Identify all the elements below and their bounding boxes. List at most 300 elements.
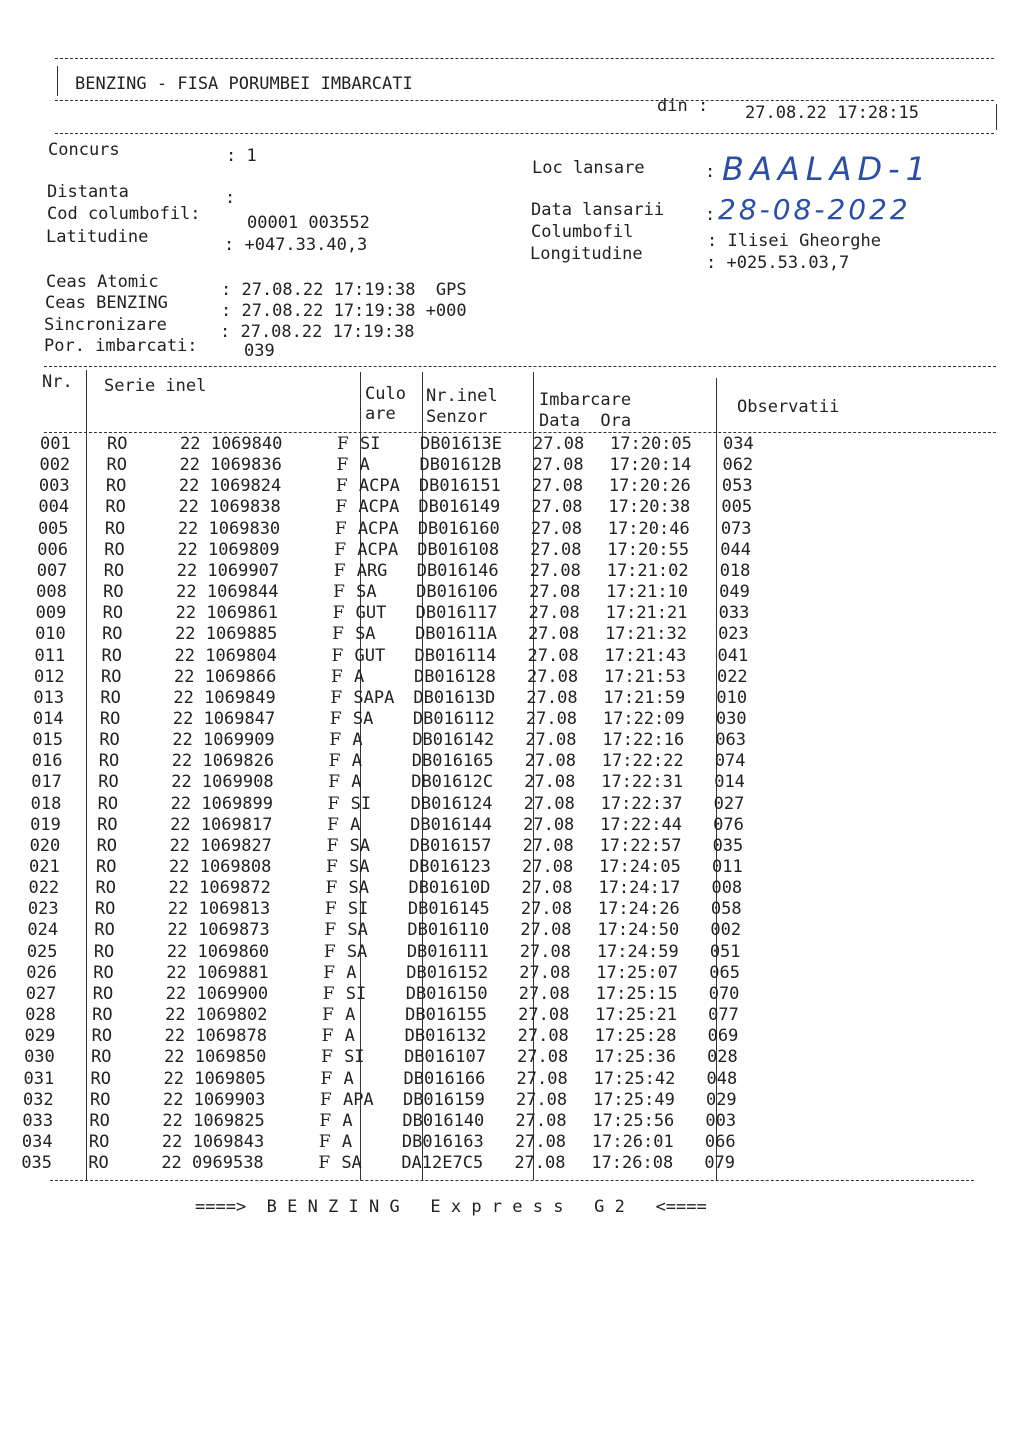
row-nr: 010 — [35, 624, 66, 645]
table-row — [30, 836, 990, 857]
row-country: RO — [91, 1047, 112, 1068]
row-country: RO — [92, 983, 114, 1004]
row-time: 17:24:59 — [596, 941, 679, 962]
row-color: SAPA — [353, 687, 395, 708]
row-observation: 029 — [705, 1089, 737, 1110]
latitudine-label: Latitudine — [46, 227, 149, 247]
title-left-edge — [57, 66, 58, 96]
row-observation: 023 — [718, 624, 749, 645]
row-country: RO — [96, 835, 118, 856]
row-color: SA — [356, 582, 377, 603]
row-country: RO — [104, 518, 126, 539]
row-time: 17:21:21 — [605, 603, 688, 624]
ceas-atomic-value: : 27.08.22 17:19:38 GPS — [221, 280, 467, 300]
row-country: RO — [100, 687, 121, 708]
row-color: SA — [346, 941, 368, 962]
row-nr: 002 — [39, 455, 71, 476]
row-country: RO — [90, 1068, 111, 1089]
table-row — [25, 1026, 985, 1047]
row-color: A — [343, 1068, 354, 1089]
row-observation: 073 — [720, 518, 752, 539]
row-date: 27.08 — [520, 899, 573, 920]
header-imbarcare-2: Data Ora — [539, 411, 632, 431]
row-sex: F — [334, 539, 347, 560]
cod-columbofil-label: Cod columbofil: — [47, 204, 201, 224]
table-row — [37, 561, 997, 582]
row-time: 17:24:50 — [597, 920, 680, 941]
table-top-border — [44, 366, 996, 367]
porumbei-imbarcati-value: 039 — [244, 341, 275, 361]
sincronizare-label: Sincronizare — [44, 315, 167, 335]
row-sensor: DB016142 — [412, 730, 495, 751]
row-date: 27.08 — [524, 751, 576, 772]
row-color: SI — [350, 793, 372, 814]
row-sensor: DB016117 — [415, 603, 498, 624]
row-ring: 22 0969538 — [161, 1153, 264, 1174]
row-sensor: DB016108 — [417, 539, 500, 560]
table-row — [36, 603, 996, 624]
table-row — [32, 730, 992, 751]
row-date: 27.08 — [531, 497, 583, 518]
row-ring: 22 1069900 — [165, 983, 269, 1004]
row-observation: 070 — [708, 983, 740, 1004]
row-color: SA — [352, 708, 374, 729]
table-row — [22, 1132, 982, 1153]
row-nr: 025 — [26, 941, 58, 962]
row-date: 27.08 — [525, 730, 577, 751]
row-country: RO — [96, 857, 117, 877]
row-color: SI — [360, 434, 381, 454]
row-sex: F — [333, 582, 345, 603]
row-ring: 22 1069909 — [172, 730, 275, 751]
row-country: RO — [105, 497, 126, 518]
row-country: RO — [93, 941, 115, 962]
ceas-benzing-label: Ceas BENZING — [45, 293, 168, 313]
table-row — [38, 519, 998, 540]
row-sensor: DB016160 — [417, 518, 500, 539]
row-observation: 018 — [719, 560, 751, 581]
row-sensor: DB01612B — [419, 455, 502, 476]
row-date: 27.08 — [525, 708, 578, 729]
row-country: RO — [92, 1005, 113, 1026]
row-nr: 024 — [27, 920, 59, 941]
row-sex: F — [326, 835, 339, 856]
row-date: 27.08 — [514, 1131, 567, 1152]
row-sensor: DB016150 — [405, 983, 488, 1004]
row-nr: 032 — [22, 1089, 54, 1110]
row-observation: 066 — [704, 1131, 736, 1152]
row-country: RO — [93, 962, 114, 983]
row-date: 27.08 — [527, 645, 579, 666]
header-culoare-2: are — [365, 404, 396, 424]
row-ring: 22 1069808 — [169, 857, 272, 877]
row-color: SI — [345, 983, 367, 1004]
row-country: RO — [99, 730, 120, 751]
table-row — [39, 455, 999, 476]
row-nr: 021 — [29, 857, 60, 877]
row-time: 17:26:01 — [591, 1131, 674, 1152]
row-time: 17:22:16 — [602, 730, 685, 751]
row-sensor: DB016163 — [401, 1131, 484, 1152]
data-lansarii-colon: : — [705, 205, 716, 225]
row-date: 27.08 — [524, 772, 576, 793]
loc-lansare-label: Loc lansare — [532, 158, 645, 178]
row-sex: F — [321, 1047, 333, 1068]
row-country: RO — [94, 920, 115, 941]
row-sensor: DB01612C — [411, 772, 494, 793]
din-label: din : — [657, 96, 709, 116]
concurs-value: : 1 — [226, 146, 257, 166]
header-nr: Nr. — [42, 372, 73, 392]
row-country: RO — [107, 434, 128, 454]
row-date: 27.08 — [519, 962, 571, 983]
row-time: 17:25:36 — [594, 1047, 676, 1068]
row-date: 27.08 — [528, 603, 580, 624]
row-ring: 22 1069843 — [161, 1131, 265, 1152]
ceas-atomic-label: Ceas Atomic — [46, 272, 159, 292]
row-time: 17:20:14 — [609, 455, 692, 476]
row-country: RO — [91, 1026, 113, 1047]
row-observation: 063 — [715, 730, 747, 751]
row-observation: 003 — [705, 1110, 737, 1131]
row-ring: 22 1069824 — [178, 476, 282, 497]
row-ring: 22 1069838 — [178, 497, 281, 518]
row-ring: 22 1069872 — [168, 878, 271, 899]
row-sex: F — [335, 497, 348, 518]
row-ring: 22 1069830 — [177, 518, 281, 539]
table-row — [29, 857, 989, 878]
distanta-value: : — [225, 188, 236, 208]
row-time: 17:21:43 — [604, 645, 687, 666]
table-row — [38, 497, 998, 518]
row-color: ARG — [356, 560, 388, 581]
cod-columbofil-value: 00001 003552 — [247, 213, 370, 233]
row-observation: 051 — [709, 941, 741, 962]
table-row — [37, 540, 997, 561]
row-sex: F — [321, 1026, 334, 1047]
row-ring: 22 1069885 — [175, 624, 278, 645]
row-time: 17:25:56 — [592, 1110, 675, 1131]
row-time: 17:21:02 — [606, 560, 689, 581]
row-color: A — [345, 1005, 356, 1026]
row-ring: 22 1069826 — [171, 751, 275, 772]
row-time: 17:25:21 — [595, 1005, 678, 1026]
row-sex: F — [318, 1131, 331, 1152]
row-nr: 014 — [32, 708, 64, 729]
row-nr: 011 — [34, 645, 66, 666]
row-sensor: DB016110 — [407, 920, 490, 941]
table-row — [22, 1111, 982, 1132]
row-sensor: DB016112 — [412, 708, 495, 729]
row-nr: 016 — [31, 751, 63, 772]
longitudine-label: Longitudine — [530, 244, 643, 264]
row-sensor: DB016155 — [405, 1005, 488, 1026]
row-country: RO — [95, 878, 116, 899]
row-nr: 034 — [21, 1131, 53, 1152]
row-sensor: DB016128 — [413, 666, 496, 687]
row-sex: F — [322, 983, 335, 1004]
row-country: RO — [94, 899, 116, 920]
row-color: A — [351, 751, 362, 772]
row-ring: 22 1069873 — [167, 920, 270, 941]
table-row — [31, 772, 991, 793]
row-observation: 011 — [712, 857, 743, 877]
row-sensor: DB016151 — [418, 476, 501, 497]
row-observation: 002 — [710, 920, 742, 941]
row-color: A — [351, 772, 362, 793]
data-lansarii-label: Data lansarii — [531, 200, 665, 220]
row-time: 17:21:59 — [603, 687, 686, 708]
row-nr: 027 — [25, 983, 57, 1004]
row-sex: F — [327, 793, 340, 814]
row-date: 27.08 — [528, 624, 580, 645]
row-date: 27.08 — [531, 476, 584, 497]
row-color: A — [344, 1026, 355, 1047]
header-nr-inel-2: Senzor — [426, 407, 488, 427]
row-sex: F — [326, 857, 338, 877]
row-date: 27.08 — [529, 560, 581, 581]
row-sex: F — [323, 941, 336, 962]
row-nr: 015 — [32, 730, 64, 751]
row-color: A — [352, 730, 363, 751]
row-date: 27.08 — [526, 687, 578, 708]
row-observation: 028 — [707, 1047, 738, 1068]
row-date: 27.08 — [522, 835, 574, 856]
row-date: 27.08 — [515, 1089, 568, 1110]
row-sex: F — [328, 772, 340, 793]
table-row — [39, 476, 999, 497]
row-observation: 030 — [715, 708, 747, 729]
row-time: 17:26:08 — [591, 1153, 674, 1174]
row-color: A — [346, 962, 357, 983]
table-row — [23, 1090, 983, 1111]
row-country: RO — [88, 1131, 110, 1152]
row-ring: 22 1069881 — [166, 962, 269, 983]
row-country: RO — [89, 1089, 111, 1110]
row-ring: 22 1069850 — [164, 1047, 267, 1068]
row-sex: F — [336, 455, 349, 476]
row-country: RO — [105, 476, 127, 497]
row-date: 27.08 — [521, 878, 573, 899]
row-color: ACPA — [358, 497, 400, 518]
row-date: 27.08 — [532, 455, 584, 476]
title-right-edge — [996, 104, 997, 130]
row-nr: 026 — [26, 962, 57, 983]
row-country: RO — [98, 751, 120, 772]
row-time: 17:20:46 — [607, 518, 690, 539]
row-nr: 031 — [23, 1068, 55, 1089]
row-color: SI — [344, 1047, 365, 1068]
row-date: 27.08 — [517, 1026, 569, 1047]
loc-lansare-handwritten: BAALAD-1 — [722, 150, 932, 188]
row-ring: 22 1069805 — [163, 1068, 266, 1089]
row-time: 17:22:09 — [602, 708, 685, 729]
row-nr: 001 — [40, 434, 71, 454]
row-sensor: DB016165 — [411, 751, 494, 772]
row-observation: 008 — [711, 878, 743, 899]
row-sex: F — [324, 920, 337, 941]
loc-lansare-colon: : — [705, 162, 716, 182]
row-country: RO — [102, 624, 123, 645]
table-bottom-border — [50, 1180, 974, 1181]
row-date: 27.08 — [517, 1047, 569, 1068]
row-sex: F — [323, 962, 336, 983]
row-nr: 035 — [21, 1153, 53, 1174]
row-country: RO — [99, 708, 121, 729]
row-sex: F — [324, 899, 337, 920]
table-row — [36, 582, 996, 603]
row-sex: F — [320, 1068, 333, 1089]
row-time: 17:21:32 — [605, 624, 687, 645]
table-row — [26, 984, 986, 1005]
row-observation: 065 — [709, 962, 740, 983]
row-sensor: DB016140 — [402, 1110, 485, 1131]
table-row — [35, 624, 995, 645]
porumbei-imbarcati-label: Por. imbarcati: — [44, 336, 198, 356]
din-value: 27.08.22 17:28:15 — [745, 103, 919, 123]
row-observation: 074 — [714, 751, 746, 772]
row-color: A — [341, 1131, 353, 1152]
row-sex: F — [322, 1005, 334, 1026]
row-observation: 079 — [704, 1153, 736, 1174]
row-color: A — [359, 455, 370, 476]
row-observation: 035 — [712, 835, 744, 856]
row-ring: 22 1069809 — [177, 539, 280, 560]
row-nr: 030 — [24, 1047, 55, 1068]
row-sex: F — [331, 645, 344, 666]
row-time: 17:24:05 — [599, 857, 681, 877]
row-country: RO — [104, 539, 125, 560]
row-color: A — [342, 1110, 353, 1131]
row-time: 17:21:53 — [603, 666, 686, 687]
table-row — [33, 688, 993, 709]
row-ring: 22 1069860 — [166, 941, 270, 962]
row-date: 27.08 — [529, 582, 581, 603]
row-date: 27.08 — [520, 920, 572, 941]
row-ring: 22 1069847 — [172, 708, 276, 729]
row-time: 17:20:55 — [607, 539, 690, 560]
row-observation: 005 — [721, 497, 753, 518]
row-observation: 041 — [717, 645, 749, 666]
header-observatii: Observatii — [737, 397, 840, 417]
row-ring: 22 1069825 — [162, 1110, 265, 1131]
row-observation: 034 — [723, 434, 754, 454]
row-nr: 006 — [37, 539, 68, 560]
row-sensor: DB016111 — [406, 941, 489, 962]
row-country: RO — [100, 666, 122, 687]
row-observation: 048 — [706, 1068, 738, 1089]
concurs-label: Concurs — [48, 140, 120, 160]
row-country: RO — [97, 814, 118, 835]
row-observation: 010 — [716, 687, 748, 708]
row-color: SI — [347, 899, 369, 920]
row-color: ACPA — [358, 476, 400, 497]
row-color: SA — [341, 1153, 362, 1174]
row-color: SA — [349, 835, 371, 856]
row-sex: F — [329, 730, 342, 751]
data-lansarii-handwritten: 28-08-2022 — [718, 193, 911, 226]
row-ring: 22 1069907 — [176, 560, 280, 581]
row-sensor: DB01611A — [415, 624, 497, 645]
row-ring: 22 1069827 — [169, 835, 272, 856]
row-nr: 023 — [27, 899, 59, 920]
row-color: A — [353, 666, 365, 687]
row-sex: F — [319, 1089, 332, 1110]
row-sex: F — [333, 560, 346, 581]
row-time: 17:25:49 — [592, 1089, 675, 1110]
row-nr: 008 — [36, 582, 67, 603]
row-sex: F — [337, 434, 349, 454]
row-sensor: DB016145 — [407, 899, 490, 920]
row-country: RO — [88, 1153, 109, 1174]
row-color: SA — [348, 878, 369, 899]
title-top-border — [55, 58, 994, 59]
row-sensor: DB016146 — [416, 560, 499, 581]
row-time: 17:22:22 — [601, 751, 684, 772]
row-observation: 058 — [710, 899, 742, 920]
table-row — [35, 646, 995, 667]
row-ring: 22 1069802 — [165, 1005, 268, 1026]
row-sensor: DB016157 — [409, 835, 492, 856]
table-row — [21, 1153, 981, 1174]
row-date: 27.08 — [518, 1005, 570, 1026]
row-time: 17:25:42 — [593, 1068, 676, 1089]
row-color: ACPA — [357, 518, 399, 539]
row-ring: 22 1069813 — [167, 899, 271, 920]
row-ring: 22 1069899 — [170, 793, 274, 814]
row-observation: 049 — [719, 582, 750, 603]
row-ring: 22 1069840 — [180, 434, 283, 454]
row-sex: F — [327, 814, 339, 835]
row-time: 17:24:26 — [597, 899, 680, 920]
row-ring: 22 1069861 — [175, 603, 278, 624]
row-time: 17:22:37 — [600, 793, 683, 814]
row-color: ACPA — [357, 539, 399, 560]
header-imbarcare-1: Imbarcare — [539, 390, 632, 410]
row-sensor: DB016132 — [404, 1026, 487, 1047]
row-date: 27.08 — [523, 793, 575, 814]
row-color: APA — [342, 1089, 374, 1110]
document-title: BENZING - FISA PORUMBEI IMBARCATI — [75, 74, 413, 94]
row-nr: 009 — [35, 603, 67, 624]
row-time: 17:25:28 — [594, 1026, 677, 1047]
row-time: 17:22:57 — [599, 835, 682, 856]
title-middle-border — [55, 100, 994, 101]
row-sex: F — [332, 603, 345, 624]
distanta-label: Distanta — [47, 182, 129, 202]
row-nr: 022 — [28, 878, 60, 899]
row-ring: 22 1069836 — [179, 455, 282, 476]
row-time: 17:20:38 — [608, 497, 691, 518]
row-sensor: DB016107 — [404, 1047, 486, 1068]
columbofil-label: Columbofil — [531, 222, 634, 242]
row-date: 27.08 — [522, 857, 574, 877]
row-country: RO — [97, 793, 119, 814]
row-observation: 033 — [718, 603, 750, 624]
row-ring: 22 1069866 — [173, 666, 277, 687]
row-sensor: DA12E7C5 — [401, 1153, 484, 1174]
row-sex: F — [325, 878, 338, 899]
row-date: 27.08 — [515, 1110, 567, 1131]
row-sex: F — [318, 1153, 331, 1174]
row-ring: 22 1069804 — [174, 645, 277, 666]
table-row — [28, 878, 988, 899]
row-observation: 077 — [708, 1005, 739, 1026]
row-sex: F — [319, 1110, 332, 1131]
row-sex: F — [335, 476, 348, 497]
table-row — [24, 1069, 984, 1090]
row-date: 27.08 — [533, 434, 585, 454]
